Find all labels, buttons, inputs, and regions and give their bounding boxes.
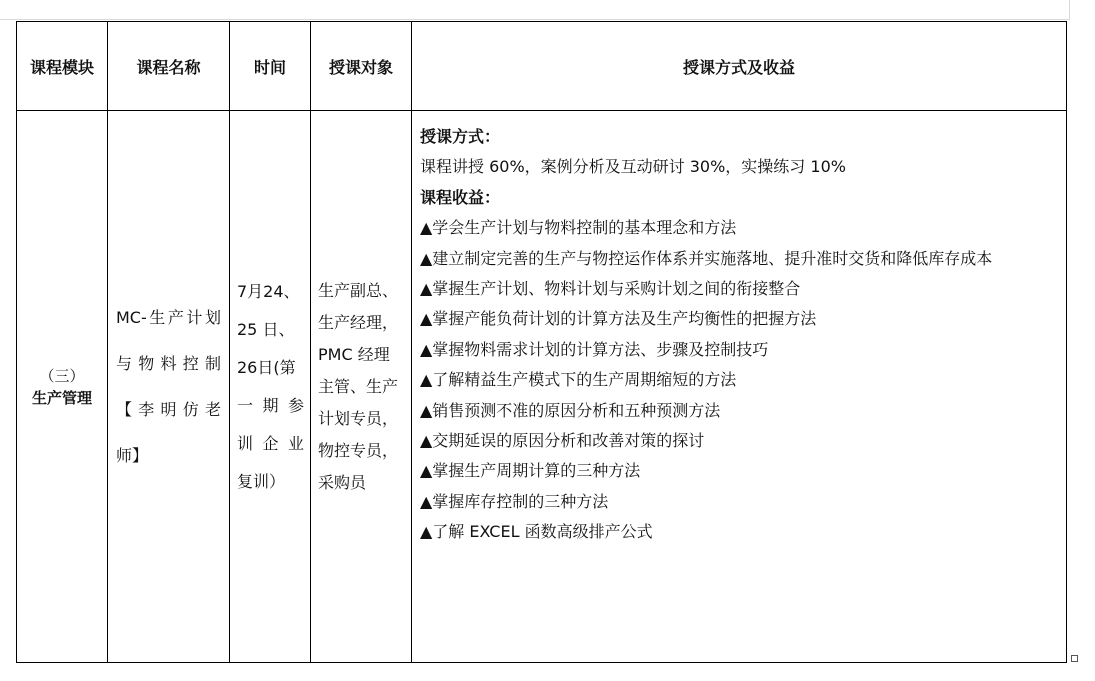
method-benefit-cell xyxy=(412,111,1067,663)
benefit-item: ▲交期延误的原因分析和改善对策的探讨 xyxy=(420,431,705,451)
audience-line: 物控专员， xyxy=(318,440,399,460)
time-line: 7月24、 xyxy=(237,281,300,301)
benefit-item: ▲掌握生产计划、物料计划与采购计划之间的衔接整合 xyxy=(420,279,801,299)
header-audience: 授课对象 xyxy=(311,22,412,111)
audience-line: 生产副总、 xyxy=(318,280,399,300)
table-resize-handle[interactable] xyxy=(1071,655,1078,662)
header-module: 课程模块 xyxy=(17,22,108,111)
audience-line: 采购员 xyxy=(318,472,367,492)
benefit-item: ▲销售预测不准的原因分析和五种预测方法 xyxy=(420,400,721,420)
benefit-item: ▲掌握生产周期计算的三种方法 xyxy=(420,461,641,481)
module-name: 生产管理 xyxy=(31,388,92,407)
course-name-line: 师】 xyxy=(116,445,149,465)
benefit-item: ▲学会生产计划与物料控制的基本理念和方法 xyxy=(420,218,737,238)
time-line: 25 日、 xyxy=(237,319,295,339)
benefit-item: ▲掌握物料需求计划的计算方法、步骤及控制技巧 xyxy=(420,339,769,359)
time-cell xyxy=(230,111,311,663)
time-line: 26日(第 xyxy=(237,357,296,377)
audience-line: 生产经理， xyxy=(318,312,399,332)
header-time: 时间 xyxy=(230,22,311,111)
course-name-line: 与物料控制 xyxy=(116,353,221,373)
table-header-row xyxy=(17,22,1067,111)
course-name-line: MC-生产计划 xyxy=(116,307,221,327)
course-name-cell xyxy=(108,111,230,663)
benefit-item: ▲了解 EXCEL 函数高级排产公式 xyxy=(420,522,653,542)
header-course-name: 课程名称 xyxy=(108,22,230,111)
benefit-title: 课程收益： xyxy=(420,187,501,207)
benefit-item: ▲掌握产能负荷计划的计算方法及生产均衡性的把握方法 xyxy=(420,309,817,329)
table-row xyxy=(17,111,1067,663)
time-line: 训 企 业 xyxy=(237,433,304,453)
audience-line: 主管、生产 xyxy=(318,376,399,396)
audience-line: PMC 经理 xyxy=(318,344,390,364)
benefit-item: ▲建立制定完善的生产与物控运作体系并实施落地、提升准时交货和降低库存成本 xyxy=(420,248,993,268)
course-name-line: 【李明仿老 xyxy=(116,399,221,419)
benefit-item: ▲了解精益生产模式下的生产周期缩短的方法 xyxy=(420,370,737,390)
audience-line: 计划专员， xyxy=(318,408,399,428)
page-margin-guide-vertical xyxy=(1069,0,1070,20)
course-table xyxy=(16,21,1067,663)
method-title: 授课方式： xyxy=(420,127,501,146)
module-cell xyxy=(17,111,108,663)
header-method-benefit: 授课方式及收益 xyxy=(412,22,1067,111)
benefit-item: ▲掌握库存控制的三种方法 xyxy=(420,491,609,511)
time-line: 复训） xyxy=(237,471,286,491)
time-line: 一 期 参 xyxy=(237,395,304,415)
method-text: 课程讲授 60%，案例分析及互动研讨 30%，实操练习 10% xyxy=(420,157,846,177)
page-margin-guide-horizontal xyxy=(0,19,1070,20)
audience-cell xyxy=(311,111,412,663)
module-number: （三） xyxy=(39,366,85,385)
